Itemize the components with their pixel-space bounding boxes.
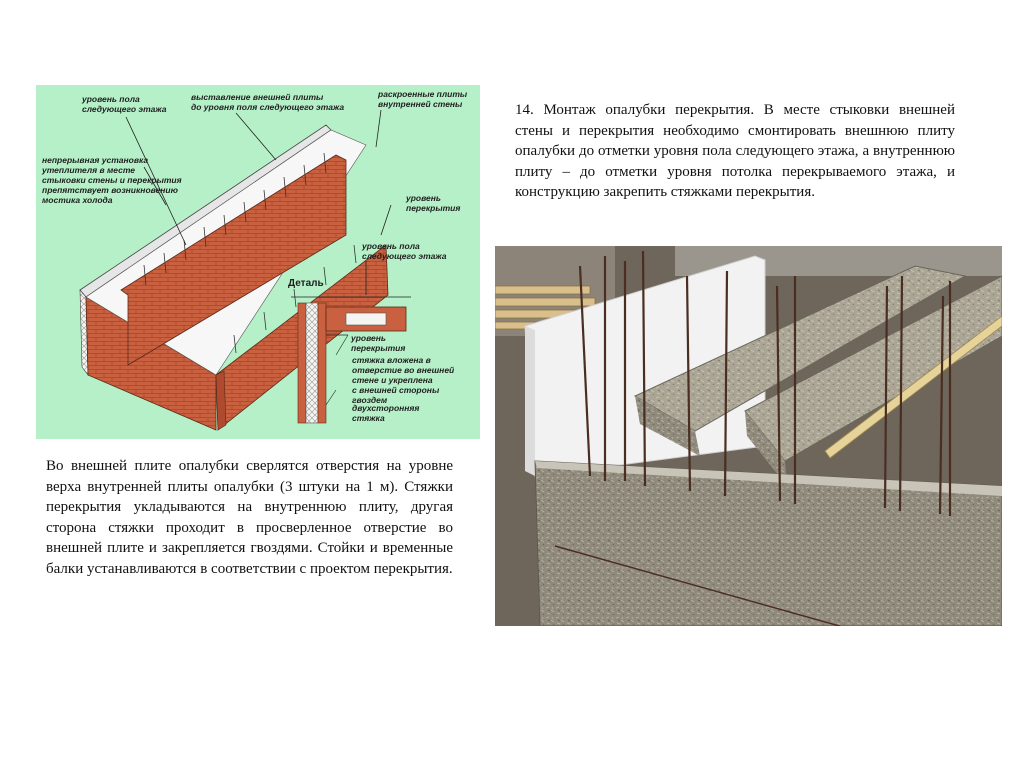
formwork-diagram (36, 85, 480, 439)
label-slab-level: уровень перекрытия (406, 193, 461, 213)
label-floor-level-next-2: уровень пола следующего этажа (362, 241, 447, 261)
label-detail-double-tie: двухсторонняя стяжка (352, 403, 420, 423)
label-outer-plate: выставление внешней плиты до уровня поля следующего этажа (191, 92, 345, 112)
label-floor-level-next: уровень пола следующего этажа (82, 94, 167, 114)
paragraph-step-14: 14. Монтаж опалубки перекрытия. В месте стыковки внешней стены и перекрытия необходимо смонтировать внешнюю плиту опалубки до отметки уровня пола следующего этажа, а внутреннюю плиту – до отметки уровня потолка перекрываемого этажа, и конструкцию закрепить стяжками перекрытия. (515, 102, 955, 200)
label-inner-plates: раскроенные плиты внутренней стены (378, 89, 468, 109)
paragraph-drilling: Во внешней плите опалубки сверлятся отверстия на уровне верха внутренней плиты опалубки (3 штуки на 1 м). Стяжки перекрытия укладываются на внутреннюю плиту, другая сторона стяжки проходит в просверленное отверстие во внешней плите и закрепляется гвоздями. Стойки и временные балки устанавливаются в соответствии с проектом перекрытия. (46, 458, 453, 577)
label-insulation: непрерывная установка утеплителя в месте стыковки стены и перекрытия препятствует возникновению мостика холода (42, 155, 182, 205)
label-detail-title: Деталь (288, 278, 324, 289)
label-detail-slab-level: уровень перекрытия (351, 333, 406, 353)
label-detail-tie: стяжка вложена в отверстие во внешней стене и укреплена с внешней стороны гвоздем (352, 355, 455, 405)
photo-drawing (495, 246, 1002, 626)
construction-photo (495, 246, 1002, 626)
